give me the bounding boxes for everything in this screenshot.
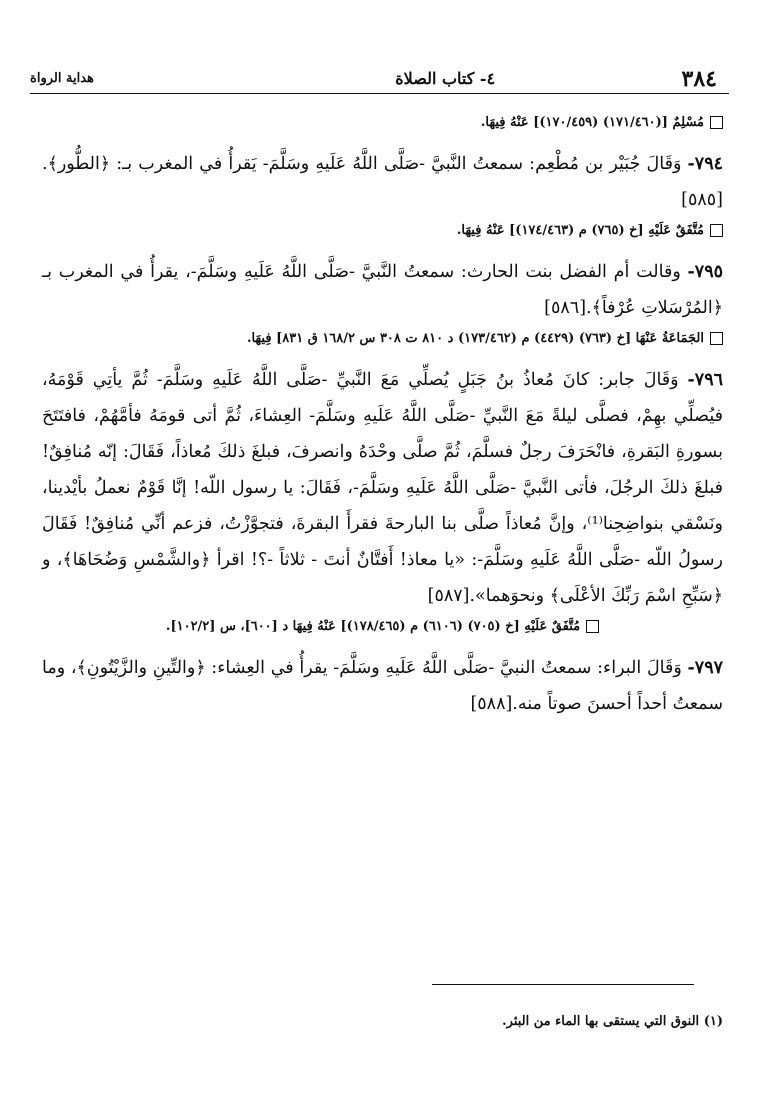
hadith-text: وقالت أم الفضل بنت الحارث: سمعتُ النَّبيَّ -صَلَّى اللَّهُ عَلَيهِ وسَلَّمَ-، يقرأُ في المغرب بـ ﴿المُرْسَلاتِ عُرْفاً﴾.[٥٨٦] <box>42 262 723 318</box>
book-title: هداية الرواة <box>30 71 94 86</box>
source-reference: مُتَّفَقٌ عَلَيْهِ [خ (٧٦٥) م (١٧٤/٤٦٣)] عَنْهُ فِيهَا. <box>42 220 723 242</box>
hadith-795 <box>42 254 723 326</box>
source-reference: الجَمَاعَةُ عَنْهَا [خ (٧٦٣) (٤٤٢٩) م (١٧٣/٤٦٢) د ٨١٠ ت ٣٠٨ س ١٦٨/٢ ق ٨٣١] فِيهَا. <box>42 328 723 350</box>
hadith-number: ٧٩٧- <box>687 658 723 678</box>
footnote: (١) النوق التي يستقى بها الماء من البئر. <box>502 1014 723 1029</box>
hadith-797 <box>42 650 723 722</box>
hadith-796 <box>42 362 723 614</box>
checkbox-square-icon <box>710 116 723 129</box>
page-number: ٣٨٤ <box>681 66 717 92</box>
source-reference: مُسْلِمٌ [(١٧١/٤٦٠) (١٧٠/٤٥٩)] عَنْهُ فِيهَا. <box>42 112 723 134</box>
hadith-number: ٧٩٤- <box>687 154 723 174</box>
chapter-title: ٤- كتاب الصلاة <box>395 69 496 88</box>
checkbox-square-icon <box>586 620 599 633</box>
hadith-text: وَقَالَ البراء: سمعتُ النبيَّ -صَلَّى اللَّهُ عَلَيهِ وسَلَّمَ- يقرأُ في العِشاء: ﴿والتِّينِ والزَّيْتُونِ﴾، وما سمعتُ أحداً أحسنَ صوتاً منه.[٥٨٨] <box>42 658 723 714</box>
page-body <box>42 112 723 724</box>
source-reference: مُتَّفَقٌ عَلَيْهِ [خ (٧٠٥) (٦١٠٦) م (١٧٨/٤٦٥)] عَنْهُ فِيهَا د [٦٠٠]، س [١٠٢/٢]. <box>42 616 723 638</box>
hadith-text: وَقَالَ جُبَيْر بن مُطْعِم: سمعتُ النَّبيَّ -صَلَّى اللَّهُ عَلَيهِ وسَلَّمَ- يَقرأُ في المغرب بـ: ﴿الطُّور﴾.[٥٨٥] <box>42 154 723 210</box>
page-header <box>30 54 723 94</box>
checkbox-square-icon <box>710 224 723 237</box>
hadith-text: وَقَالَ جابر: كانَ مُعاذُ بنُ جَبَلٍ يُصلِّي مَعَ النَّبيِّ -صَلَّى اللَّهُ عَلَيهِ وسَلَّمَ- ثُمَّ يأتِي قَوْمَهُ، فيُصلِّي بهِمْ، فصلَّى ليلةً مَعَ النَّبيِّ -صَلَّى اللَّهُ عَلَيهِ وسَلَّمَ- العِشاءَ، ثُمَّ أتى قومَهُ فأمَّهُمْ، فافتَتَحَ بسورةِ البَقرةِ، فانْحَرَفَ رجلٌ فسلَّمَ، ثُمَّ صلَّى وحْدَهُ وانصرفَ، فبلغَ ذلكَ مُعاذاً، فَقَالَ: إنّه مُنافِقٌ! فبلغَ ذلكَ الرجُلَ، فأتى النَّبيَّ -صَلَّى اللَّهُ عَلَيهِ وسَلَّمَ-، فَقَالَ: يا رسول اللّه! إنَّا قَوْمٌ نعملُ بأيْدينا، ونَسْقي بنواضِحِنا⁽¹⁾، وإنَّ مُعاذاً صلَّى بنا البارحةَ فقرأَ البقرةَ، فتجوَّزْتُ، فزعم أنِّي مُنافِقٌ! فَقَالَ رسولُ اللّه -صَلَّى اللَّهُ عَلَيهِ وسَلَّمَ-: «يا معاذ! أَفتَّانٌ أنتَ - ثلاثاً -؟! اقرأ ﴿والشَّمْسِ وَضُحَاهَا﴾، و ﴿سَبِّحِ اسْمَ رَبِّكَ الأعْلَى﴾ ونحوَهما».[٥٨٧] <box>42 370 723 606</box>
header-rule <box>30 93 729 94</box>
hadith-number: ٧٩٦- <box>687 370 723 390</box>
hadith-number: ٧٩٥- <box>687 262 723 282</box>
checkbox-square-icon <box>710 332 723 345</box>
footnote-rule <box>432 984 694 985</box>
hadith-794 <box>42 146 723 218</box>
